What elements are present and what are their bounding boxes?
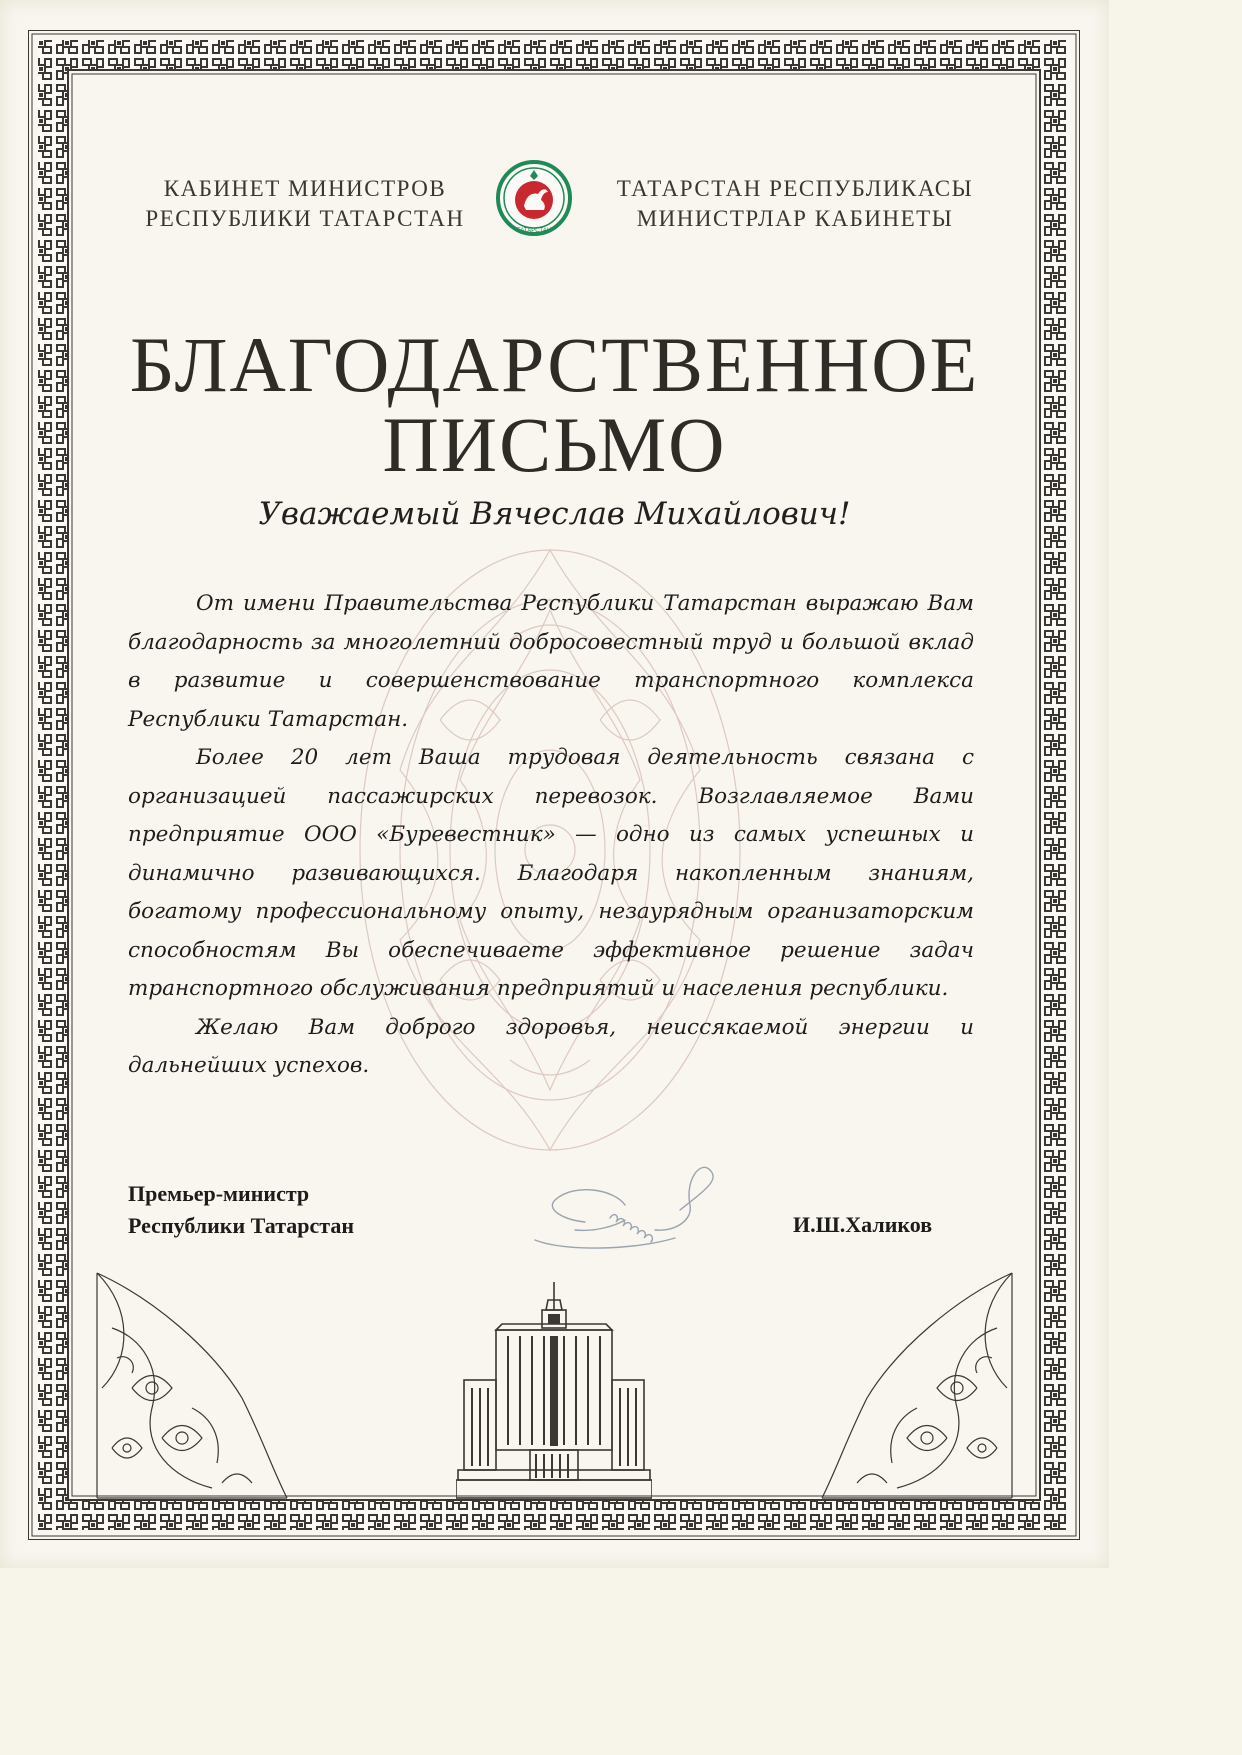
signatory-name: И.Ш.Халиков: [793, 1212, 933, 1237]
header-right-line1: ТАТАРСТАН РЕСПУБЛИКАСЫ: [616, 176, 974, 201]
header-right-line2: МИНИСТРЛАР КАБИНЕТЫ: [636, 206, 954, 231]
signatory-position-line1: Премьер-министр: [128, 1181, 310, 1206]
greeting: Уважаемый Вячеслав Михайлович!: [258, 496, 851, 532]
letter-body: [128, 585, 974, 1086]
document-title-line2: ПИСЬМО: [382, 401, 727, 488]
handwritten-signature: [505, 1160, 735, 1255]
signatory-position: [128, 1178, 354, 1242]
header-left-line1: КАБИНЕТ МИНИСТРОВ: [163, 176, 447, 201]
government-building-icon: [456, 1280, 652, 1502]
document-title-line1: БЛАГОДАРСТВЕННОЕ: [129, 321, 980, 408]
corner-ornament-right: [817, 1268, 1017, 1503]
header-issuer-tatar: [585, 174, 1005, 234]
body-paragraph-1: От имени Правительства Республики Татарстан выражаю Вам благодарность за многолетний добросовестный труд и большой вклад в развитие и совершенствование транспортного комплекса Республики Татарстан.: [128, 591, 974, 732]
tatarstan-emblem-icon: [494, 158, 574, 238]
emblem-caption: ТАТАРСТАН: [516, 228, 552, 234]
body-paragraph-2: Более 20 лет Ваша трудовая деятельность связана с организацией пассажирских перевозок. Возглавляемое Вами предприятие ООО «Буревестник» — одно из самых успешных и динамично развивающихся. Благодаря накопленным знаниям, богатому профессиональному опыту, незаурядным организаторским способностям Вы обеспечиваете эффективное решение задач транспортного обслуживания предприятий и населения республики.: [128, 745, 974, 1001]
header-issuer-russian: [95, 174, 515, 234]
corner-ornament-left: [92, 1268, 292, 1503]
header-left-line2: РЕСПУБЛИКИ ТАТАРСТАН: [145, 206, 465, 231]
signatory-position-line2: Республики Татарстан: [128, 1213, 355, 1238]
body-paragraph-3: Желаю Вам доброго здоровья, неиссякаемой энергии и дальнейших успехов.: [128, 1014, 974, 1078]
